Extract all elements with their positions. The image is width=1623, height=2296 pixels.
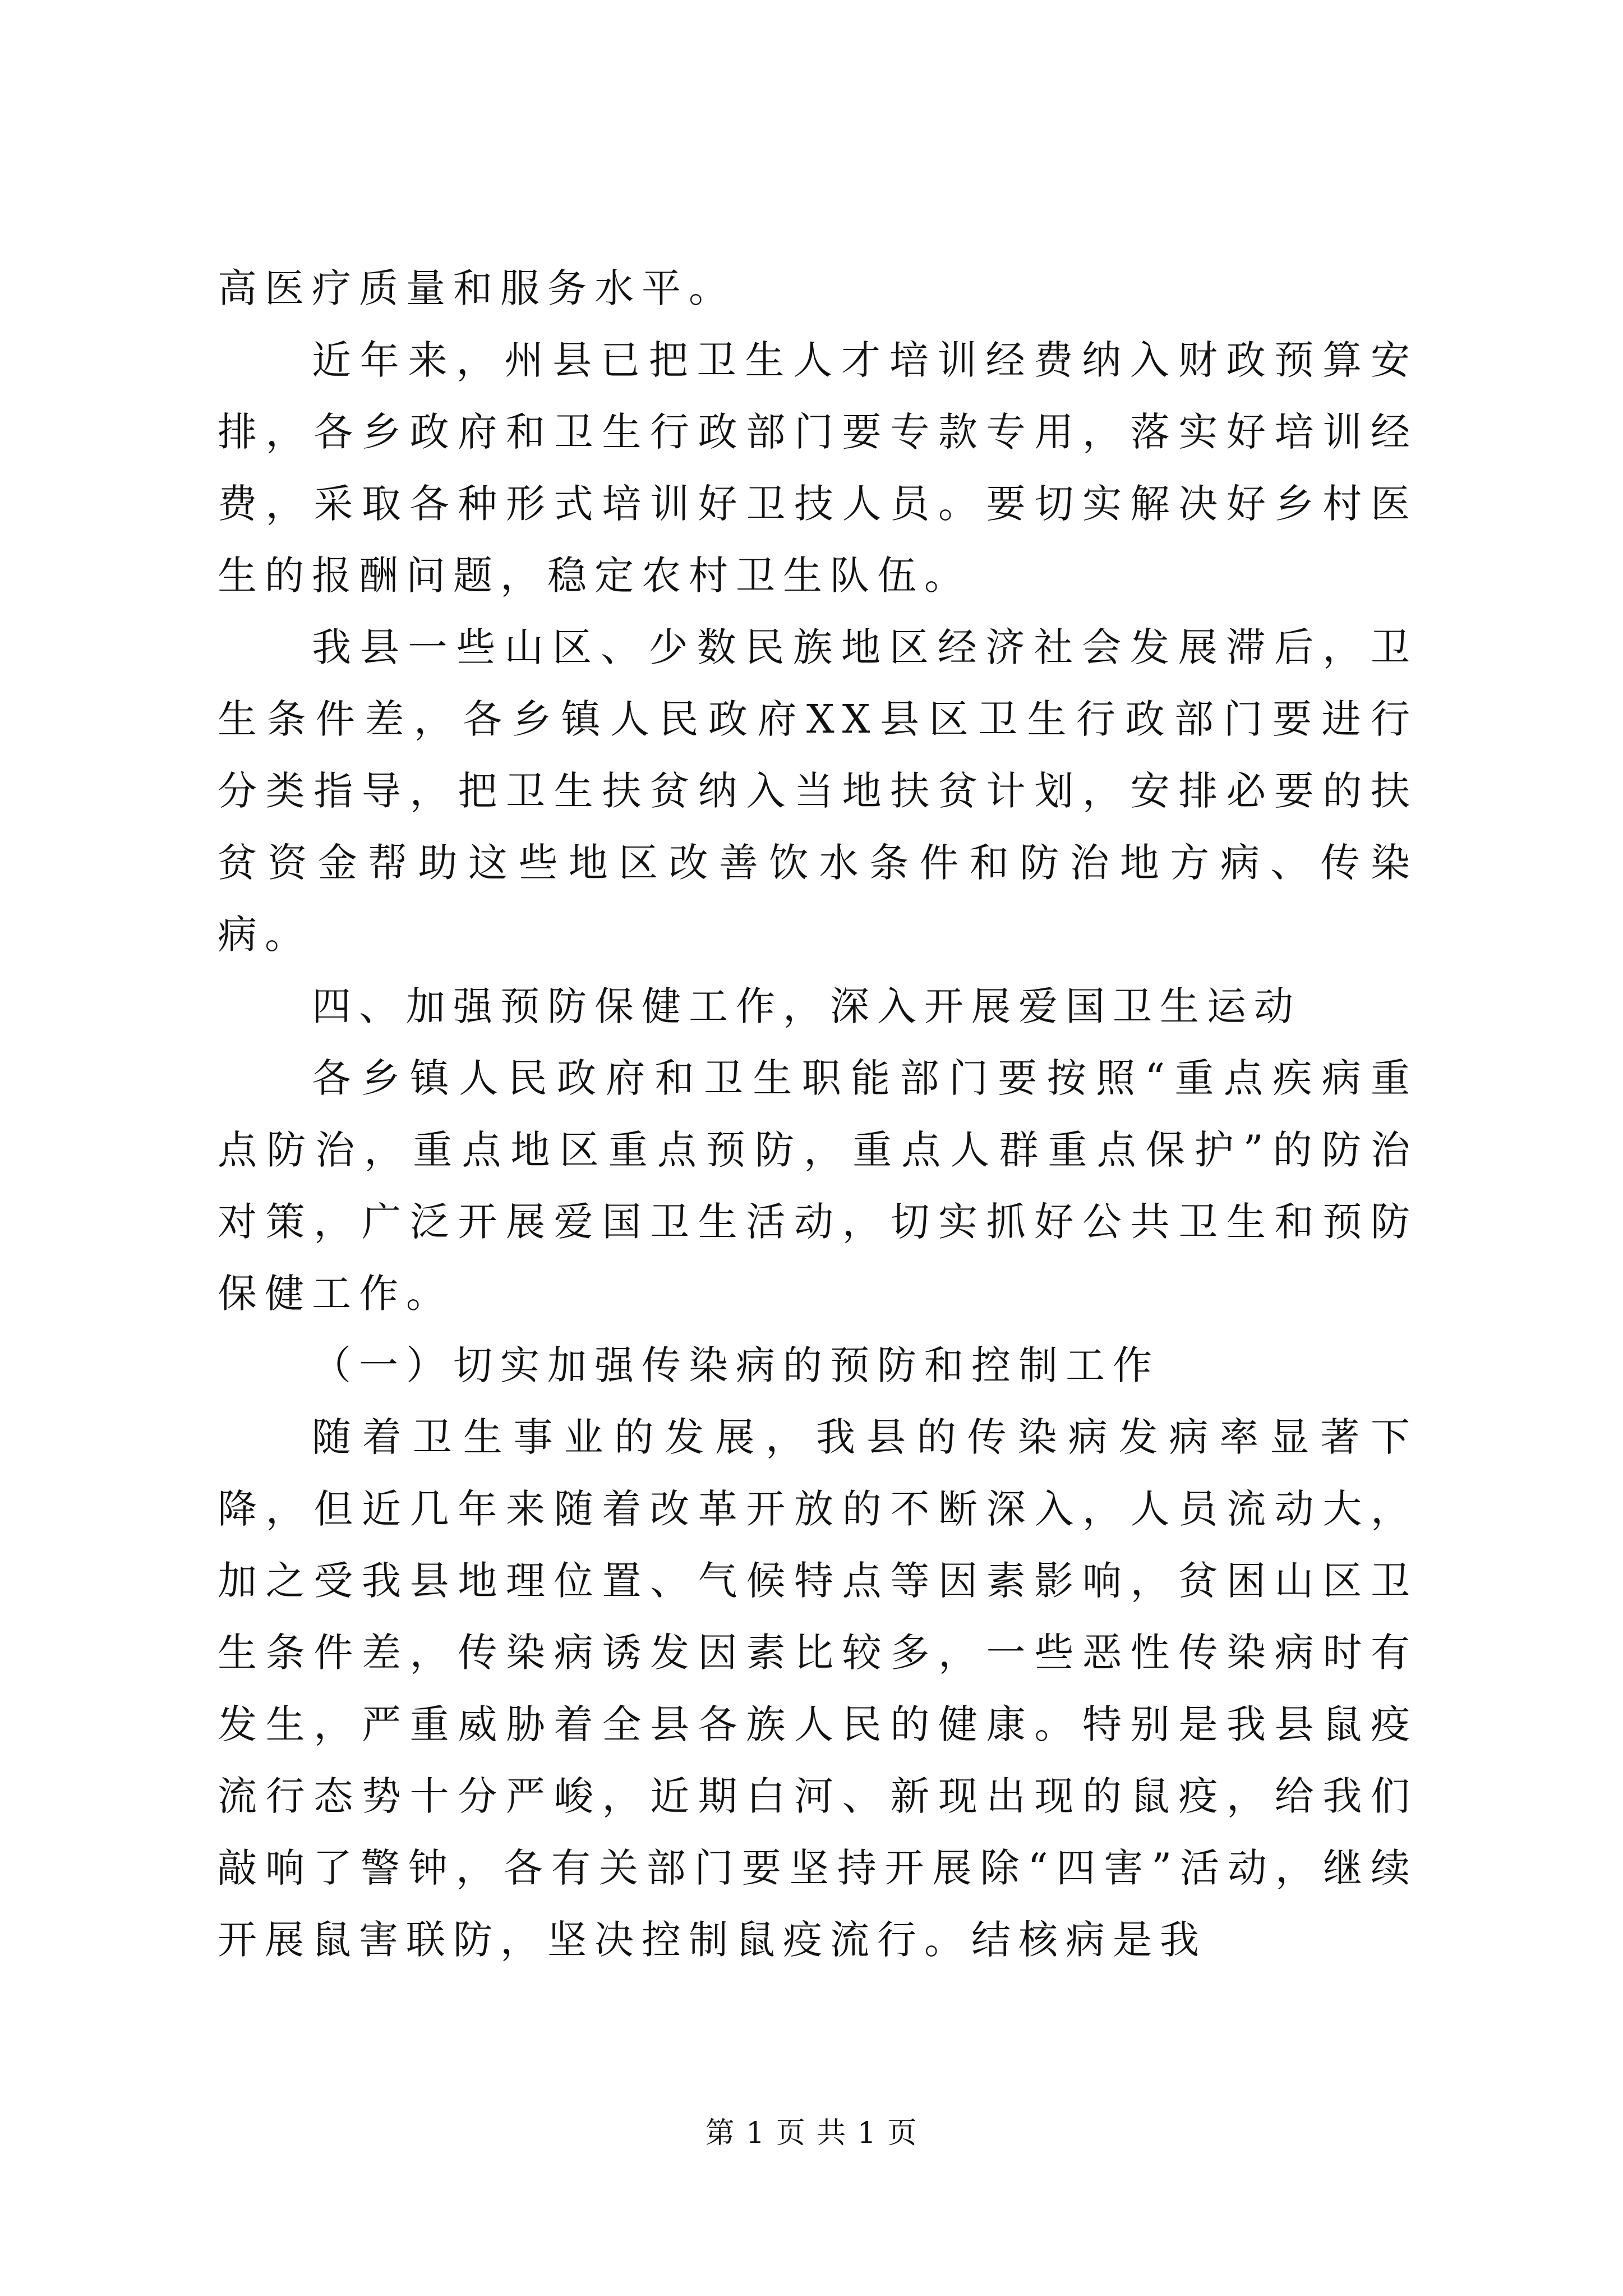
paragraph-infectious-disease: 随着卫生事业的发展，我县的传染病发病率显著下降，但近几年来随着改革开放的不断深入，人员流动大，加之受我县地理位置、气候特点等因素影响，贫困山区卫生条件差，传染病诱发因素比较多，一些恶性传染病时有发生，严重威胁着全县各族人民的健康。特别是我县鼠疫流行态势十分严峻，近期白河、新现出现的鼠疫，给我们敲响了警钟，各有关部门要坚持开展除“四害”活动，继续开展鼠害联防，坚决控制鼠疫流行。结核病是我 — [218, 1414, 1418, 1963]
page-footer: 第 1 页 共 1 页 — [705, 2116, 918, 2150]
paragraph-continuation: 高医疗质量和服务水平。 — [218, 265, 736, 311]
paragraph-prevention-policy: 各乡镇人民政府和卫生职能部门要按照“重点疾病重点防治，重点地区重点预防，重点人群重点保护”的防治对策，广泛开展爱国卫生活动，切实抓好公共卫生和预防保健工作。 — [218, 1055, 1418, 1317]
section-heading-four: 四、加强预防保健工作，深入开展爱国卫生运动 — [312, 983, 1301, 1029]
document-body — [218, 252, 1418, 1976]
paragraph-poverty-areas: 我县一些山区、少数民族地区经济社会发展滞后，卫生条件差，各乡镇人民政府XX县区卫生行政部门要进行分类指导，把卫生扶贫纳入当地扶贫计划，安排必要的扶贫资金帮助这些地区改善饮水条件和防治地方病、传染病。 — [218, 624, 1418, 958]
paragraph-training-funds: 近年来，州县已把卫生人才培训经费纳入财政预算安排，各乡政府和卫生行政部门要专款专用，落实好培训经费，采取各种形式培训好卫技人员。要切实解决好乡村医生的报酬问题，稳定农村卫生队伍。 — [218, 337, 1418, 599]
subsection-heading-one: （一）切实加强传染病的预防和控制工作 — [312, 1342, 1160, 1388]
